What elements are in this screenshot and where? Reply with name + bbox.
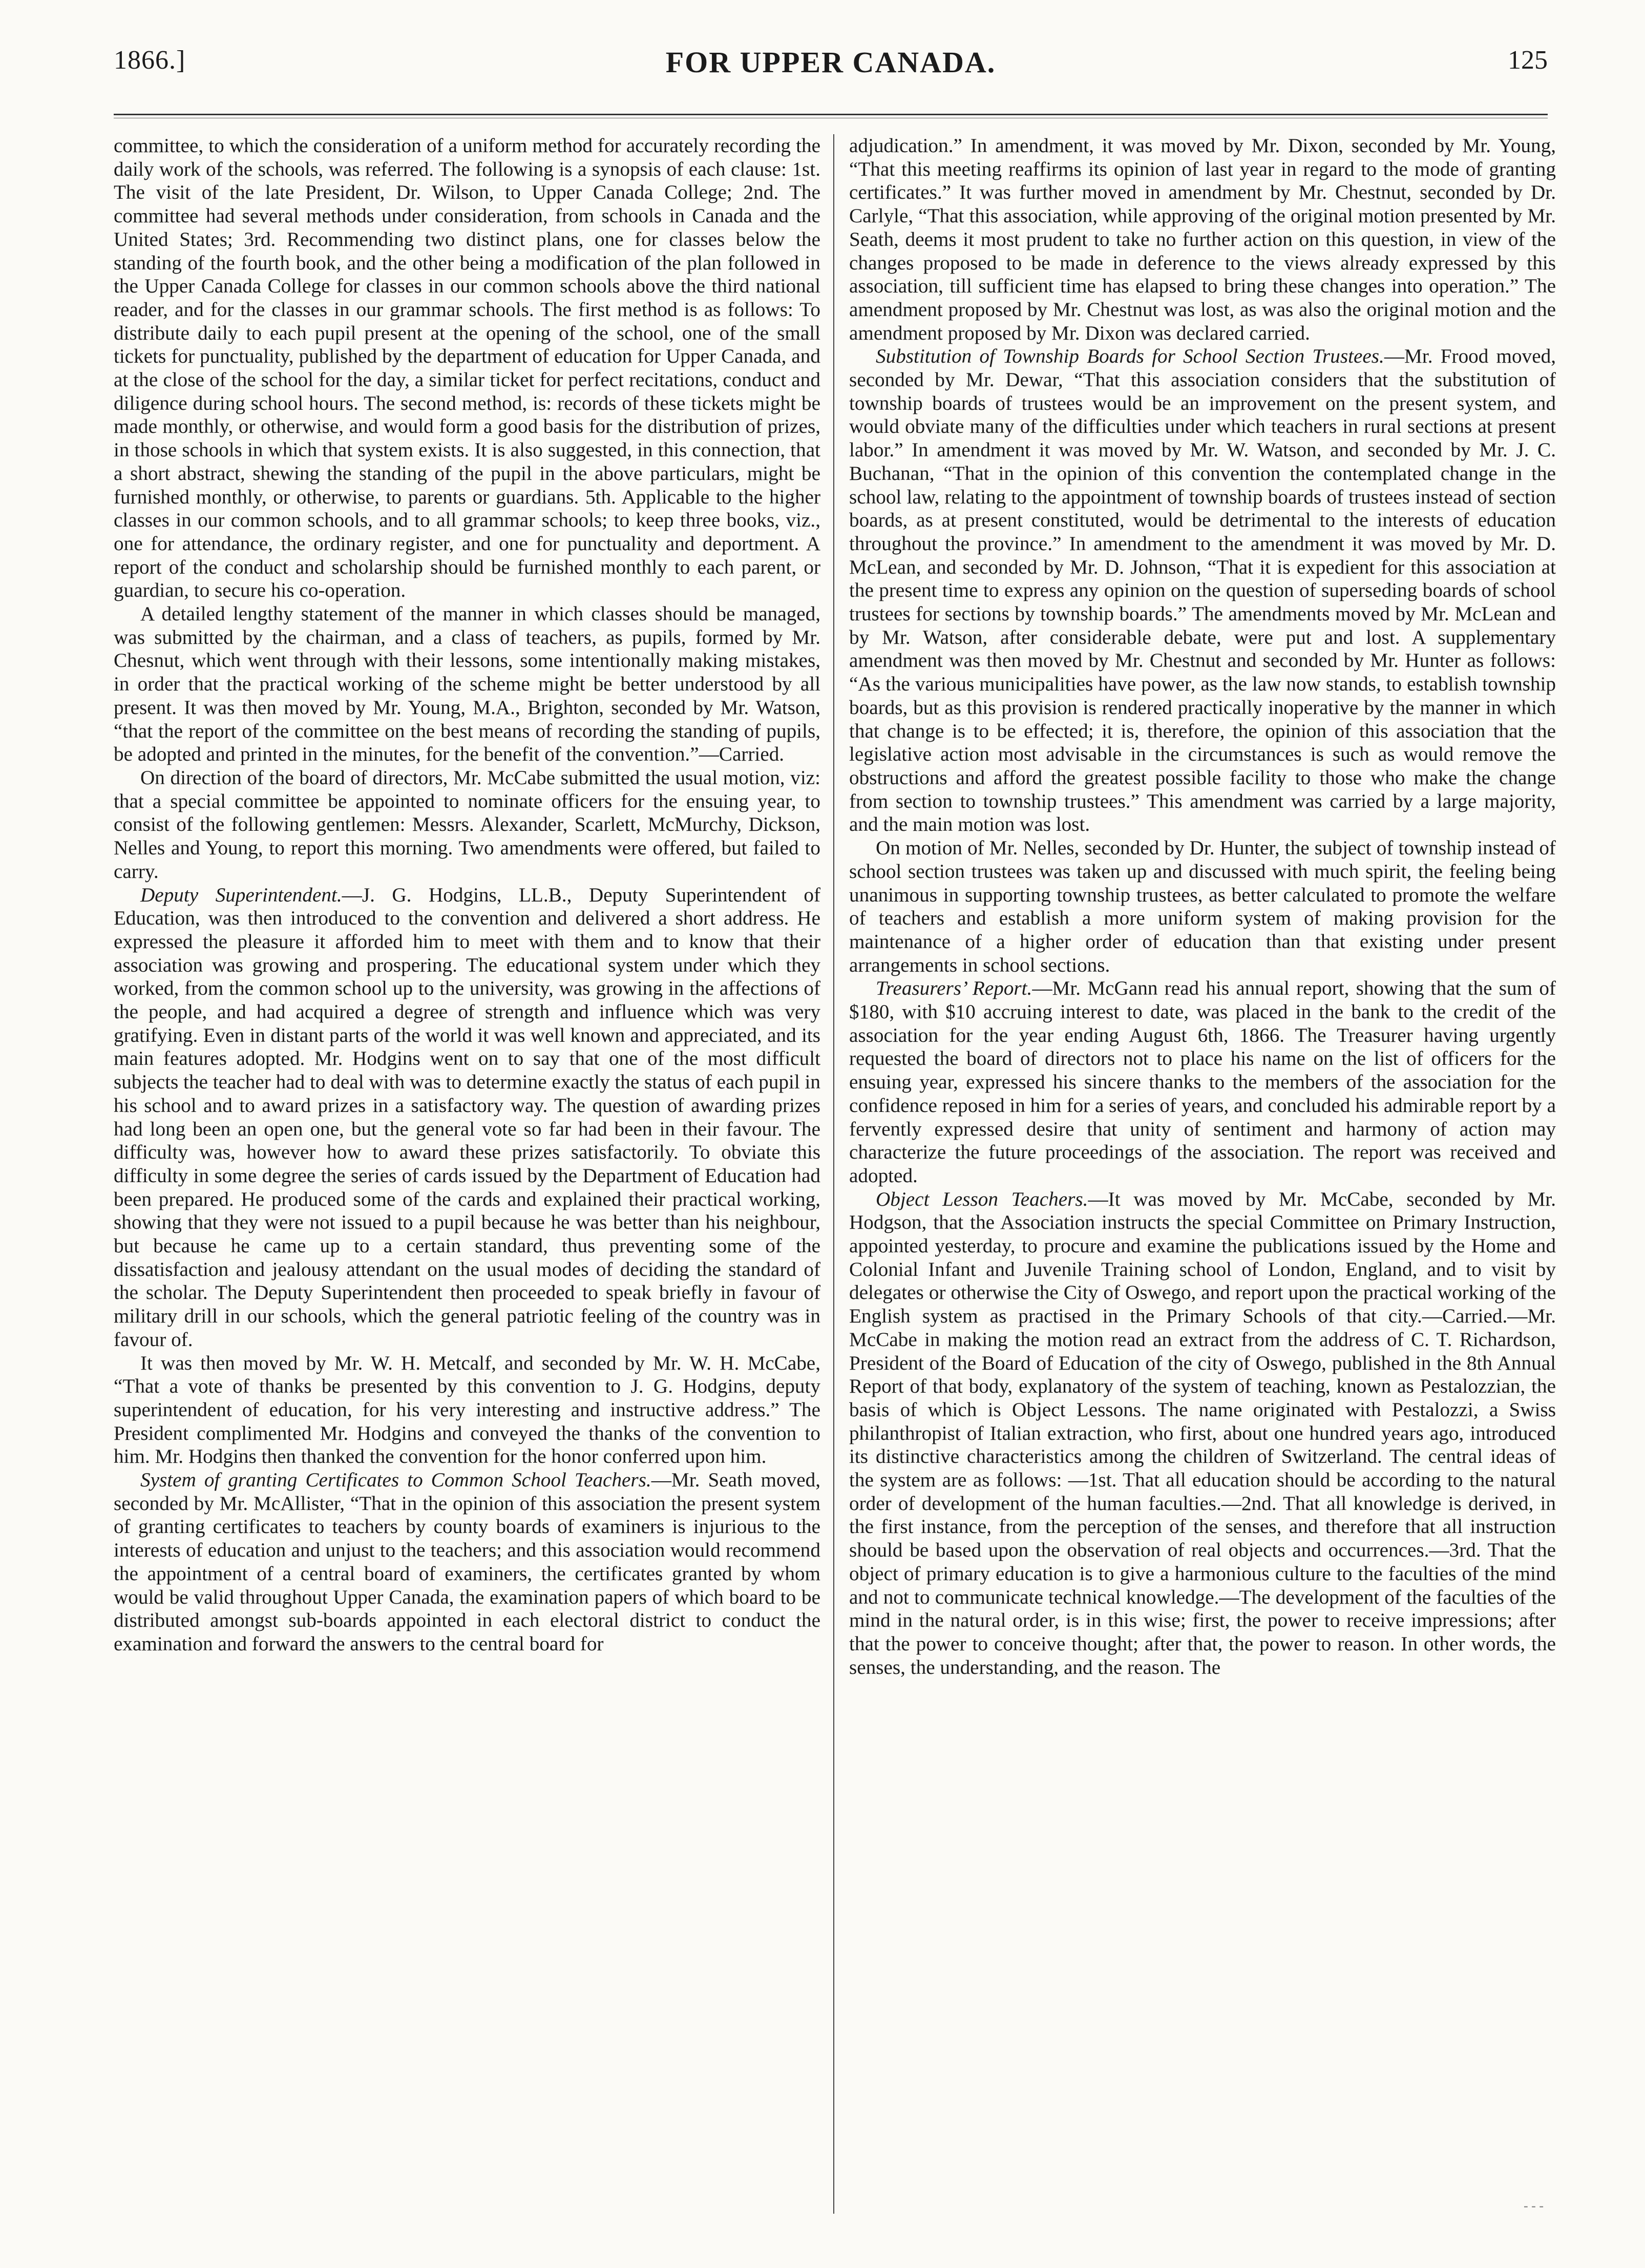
header-title: FOR UPPER CANADA.	[665, 46, 996, 79]
printer-mark: - - -	[1524, 2198, 1544, 2213]
paragraph-body: —J. G. Hodgins, LL.B., Deputy Superintendent of Education, was then introduced to the convention and delivered a short address. He expressed the pleasure it afforded him to meet with them and to know that their association was growing and prospering. The educational system under which they worked, from the common school up to the university, was growing in the affections of the people, and had acquired a degree of strength and influence which was very gratifying. Even in distant parts of the world it was well known and appreciated, and its main features adopted. Mr. Hodgins went on to say that one of the most difficult subjects the teacher had to deal with was to determine exactly the status of each pupil in his school and to award prizes in a satisfactory way. The question of awarding prizes had long been an open one, but the general vote so far had been in their favour. The difficulty was, however how to award these prizes satisfactorily. To obviate this difficulty in some degree the series of cards issued by the Department of Education had been prepared. He produced some of the cards and explained their practical working, showing that they were not issued to a pupil because he was better than his neighbour, but because he came up to a certain standard, thus preventing some of the dissatisfaction and jealousy attendant on the usual modes of deciding the standard of the scholar. The Deputy Superintendent then proceeded to speak briefly in favour of military drill in our schools, which the general patriotic feeling of the country was in favour of.	[114, 884, 820, 1351]
section-heading: Deputy Superintendent.	[140, 884, 342, 906]
paragraph: A detailed lengthy statement of the manner in which classes should be managed, was submitted by the chairman, and a class of teachers, as pupils, formed by Mr. Chesnut, which went through with their lessons, some intentionally making mistakes, in order that the practical working of the scheme might be better understood by all present. It was then moved by Mr. Young, M.A., Brighton, seconded by Mr. Watson, “that the report of the committee on the best means of recording the standing of pupils, be adopted and printed in the minutes, for the benefit of the convention.”—Carried.	[114, 603, 820, 766]
paragraph: committee, to which the consideration of a uniform method for accurately recording the daily work of the schools, was referred. The following is a synopsis of each clause: 1st. The visit of the late President, Dr. Wilson, to Upper Canada College; 2nd. The committee had several methods under consideration, from schools in Canada and the United States; 3rd. Recommending two distinct plans, one for classes below the standing of the fourth book, and the other being a modification of the plan followed in the Upper Canada College for classes in our common schools above the third national reader, and for the classes in our grammar schools. The first method is as follows: To distribute daily to each pupil present at the opening of the school, one of the small tickets for punctuality, published by the department of education for Upper Canada, and at the close of the school for the day, a similar ticket for perfect recitations, conduct and diligence during school hours. The second method, is: records of these tickets might be made monthly, or otherwise, and would form a good basis for the distribution of prizes, in those schools in which that system exists. It is also suggested, in this connection, that a short abstract, shewing the standing of the pupil in the above particulars, might be furnished monthly, or otherwise, to parents or guardians. 5th. Applicable to the higher classes in our common schools, and to all grammar schools; to keep three books, viz., one for attendance, the ordinary register, and one for punctuality and deportment. A report of the conduct and scholarship should be furnished monthly to each parent, or guardian, to secure his co-operation.	[114, 135, 820, 602]
header-page-number: 125	[1508, 46, 1548, 75]
running-header	[114, 45, 1548, 91]
paragraph-body: —Mr. Seath moved, seconded by Mr. McAllister, “That in the opinion of this association the present system of granting certificates to teachers by county boards of examiners is injurious to the interests of education and unjust to the teachers; and this association would recommend the appointment of a central board of examiners, the certificates granted by whom would be valid throughout Upper Canada, the examination papers of which board to be distributed amongst sub-boards appointed in each electoral district to conduct the examination and forward the answers to the central board for	[114, 1469, 820, 1655]
header-rule	[114, 114, 1548, 118]
paragraph	[114, 884, 820, 1352]
section-heading: System of granting Certificates to Common School Teachers.	[140, 1469, 651, 1492]
paragraph: On motion of Mr. Nelles, seconded by Dr. Hunter, the subject of township instead of school section trustees was taken up and discussed with much spirit, the feeling being unanimous in supporting township trustees, as better calculated to promote the welfare of teachers and establish a more uniform system of making provision for the maintenance of a higher order of education than that existing under present arrangements in school sections.	[849, 837, 1556, 976]
paragraph: It was then moved by Mr. W. H. Metcalf, and seconded by Mr. W. H. McCabe, “That a vote of thanks be presented by this convention to J. G. Hodgins, deputy superintendent of education, for his very interesting and instructive address.” The President complimented Mr. Hodgins and conveyed the thanks of the convention to him. Mr. Hodgins then thanked the convention for the honor conferred upon him.	[114, 1352, 820, 1468]
column-divider	[833, 134, 834, 2214]
paragraph	[849, 977, 1556, 1187]
left-column	[114, 134, 820, 2214]
paragraph-body: —Mr. McGann read his annual report, showing that the sum of $180, with $10 accruing interest to date, was placed in the bank to the credit of the association for the year ending August 6th, 1866. The Treasurer having urgently requested the board of directors not to place his name on the list of officers for the ensuing year, expressed his sincere thanks to the members of the association for the confidence reposed in him for a series of years, and concluded his admirable report by a fervently expressed desire that unity of sentiment and harmony of action may characterize the future proceedings of the association. The report was received and adopted.	[849, 977, 1556, 1187]
section-heading: Treasurers’ Report.	[876, 977, 1032, 1000]
section-heading: Substitution of Township Boards for School Section Trustees.	[876, 345, 1384, 368]
paragraph	[849, 345, 1556, 836]
paragraph: On direction of the board of directors, Mr. McCabe submitted the usual motion, viz: that a special committee be appointed to nominate officers for the ensuing year, to consist of the following gentlemen: Messrs. Alexander, Scarlett, McMurchy, Dickson, Nelles and Young, to report this morning. Two amendments were offered, but failed to carry.	[114, 766, 820, 883]
paragraph-body: —Mr. Frood moved, seconded by Mr. Dewar, “That this association considers that the substitution of township boards of trustees would be an improvement on the present system, and would obviate many of the difficulties under which teachers in rural sections at present labor.” In amendment it was moved by Mr. W. Watson, and seconded by Mr. J. C. Buchanan, “That in the opinion of this convention the contemplated change in the school law, relating to the appointment of township boards of trustees instead of section boards, as at present constituted, would be detrimental to the interests of education throughout the province.” In amendment to the amendment it was moved by Mr. D. McLean, and seconded by Mr. D. Johnson, “That it is expedient for this association at the present time to express any opinion on the question of superseding boards of school trustees for sections by township boards.” The amendments moved by Mr. McLean and by Mr. Watson, after considerable debate, were put and lost. A supplementary amendment was then moved by Mr. Chestnut and seconded by Mr. Hunter as follows: “As the various municipalities have power, as the law now stands, to establish township boards, but as this provision is rendered practically inoperative by the manner in which that change is to be effected; it is, therefore, the opinion of this association that the legislative action most advisable in the circumstances is such as would remove the obstructions and afford the greatest possible facility to those who make the change from section to township trustees.” This amendment was carried by a large majority, and the main motion was lost.	[849, 345, 1556, 836]
header-year: 1866.]	[114, 46, 186, 75]
right-column	[849, 134, 1556, 2214]
paragraph-body: —It was moved by Mr. McCabe, seconded by Mr. Hodgson, that the Association instructs the special Committee on Primary Instruction, appointed yesterday, to procure and examine the publications issued by the Home and Colonial Infant and Juvenile Training school of London, England, and to visit by delegates or otherwise the City of Oswego, and report upon the practical working of the English system as practised in the Primary Schools of that city.—Carried.—Mr. McCabe in making the motion read an extract from the address of C. T. Richardson, President of the Board of Education of the city of Oswego, published in the 8th Annual Report of that body, explanatory of the system of teaching, known as Pestalozzian, the basis of which is Object Lessons. The name originated with Pestalozzi, a Swiss philanthropist of Italian extraction, who first, about one hundred years ago, introduced its distinctive characteristics among the children of Switzerland. The central ideas of the system are as follows: —1st. That all education should be according to the natural order of development of the human faculties.—2nd. That all knowledge is derived, in the first instance, from the perception of the senses, and therefore that all instruction should be based upon the observation of real objects and occurrences.—3rd. That the object of primary education is to give a harmonious culture to the faculties of the mind and not to communicate technical knowledge.—The development of the faculties of the mind in the natural order, is in this wise; first, the power to receive impressions; after that the power to conceive thought; after that, the power to reason. In other words, the senses, the understanding, and the reason. The	[849, 1188, 1556, 1678]
paragraph: adjudication.” In amendment, it was moved by Mr. Dixon, seconded by Mr. Young, “That this meeting reaffirms its opinion of last year in regard to the mode of granting certificates.” It was further moved in amendment by Mr. Chestnut, seconded by Dr. Carlyle, “That this association, while approving of the original motion presented by Mr. Seath, deems it most prudent to take no further action on this question, in view of the changes proposed to be made in deference to the views already expressed by this association, till sufficient time has elapsed to bring these changes into operation.” The amendment proposed by Mr. Chestnut was lost, as was also the original motion and the amendment proposed by Mr. Dixon was declared carried.	[849, 135, 1556, 344]
paragraph	[114, 1468, 820, 1656]
paragraph	[849, 1188, 1556, 1679]
section-heading: Object Lesson Teachers.	[876, 1188, 1088, 1210]
